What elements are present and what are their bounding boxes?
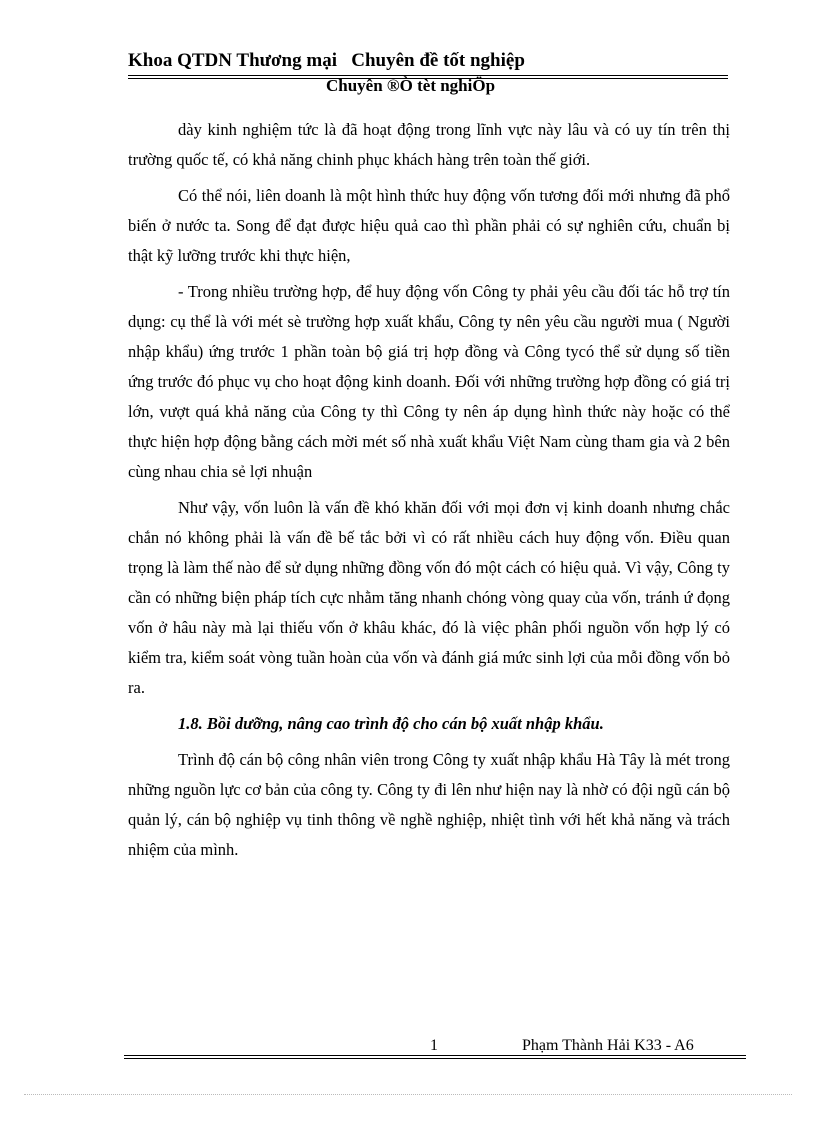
paragraph-1: dày kinh nghiệm tức là đã hoạt động trong lĩnh vực này lâu và có uy tín trên thị trường quốc tế, có khả năng chinh phục khách hàng trên toàn thế giới. (128, 120, 730, 169)
page-bottom-border (24, 1094, 792, 1095)
footer-rule-bottom (124, 1058, 746, 1059)
header-title: Khoa QTDN Thương mại Chuyên đề tốt nghiệp (128, 50, 525, 71)
footer-author: Phạm Thành Hải K33 - A6 (522, 1037, 694, 1054)
header-subtitle: Chuyên ®Ò tèt nghiÖp (326, 76, 496, 95)
footer-rule-top (124, 1055, 746, 1056)
paragraph-3: - Trong nhiều trường hợp, để huy động vốn Công ty phải yêu cầu đối tác hỗ trợ tín dụng: cụ thể là với mét sè trường hợp xuất khẩu, Công ty nên yêu cầu người mua ( Người nhập khẩu) ứng trước 1 phần toàn bộ giá trị hợp đồng và Công tycó thể sử dụng số tiền ứng trước đó phục vụ cho hoạt động kinh doanh. Đối với những trường hợp đồng có giá trị lớn, vượt quá khả năng của Công ty thì Công ty nên áp dụng hình thức này hoặc có thể thực hiện hợp động bằng cách mời mét số nhà xuất khẩu Việt Nam cùng tham gia và 2 bên cùng nhau chia sẻ lợi nhuận (128, 282, 730, 481)
footer-page-number: 1 (430, 1037, 438, 1054)
section-paragraph: Trình độ cán bộ công nhân viên trong Công ty xuất nhập khẩu Hà Tây là mét trong những nguồn lực cơ bản của công ty. Công ty đi lên như hiện nay là nhờ có đội ngũ cán bộ quản lý, cán bộ nghiệp vụ tinh thông về nghề nghiệp, nhiệt tình với hết khả năng và trách nhiệm của mình. (128, 750, 730, 859)
paragraph-4: Như vậy, vốn luôn là vấn đề khó khăn đối với mọi đơn vị kinh doanh nhưng chắc chắn nó không phải là vấn đề bế tắc bởi vì có rất nhiều cách huy động vốn. Điều quan trọng là làm thế nào để sử dụng những đồng vốn đó một cách có hiệu quả. Vì vậy, Công ty cần có những biện pháp tích cực nhằm tăng nhanh chóng vòng quay của vốn, tránh ứ đọng vốn ở hâu này mà lại thiếu vốn ở khâu khác, đó là việc phân phối nguồn vốn hợp lý có kiểm tra, kiểm soát vòng tuần hoàn của vốn và đánh giá mức sinh lợi của mỗi đồng vốn bỏ ra. (128, 498, 730, 697)
section-heading: 1.8. Bồi dưỡng, nâng cao trình độ cho cán bộ xuất nhập khẩu. (178, 714, 604, 733)
document-body (128, 115, 730, 871)
paragraph-2: Có thể nói, liên doanh là một hình thức huy động vốn tương đối mới nhưng đã phổ biến ở nước ta. Song để đạt được hiệu quả cao thì phần phải có sự nghiên cứu, chuẩn bị thật kỹ lưỡng trước khi thực hiện, (128, 186, 730, 265)
